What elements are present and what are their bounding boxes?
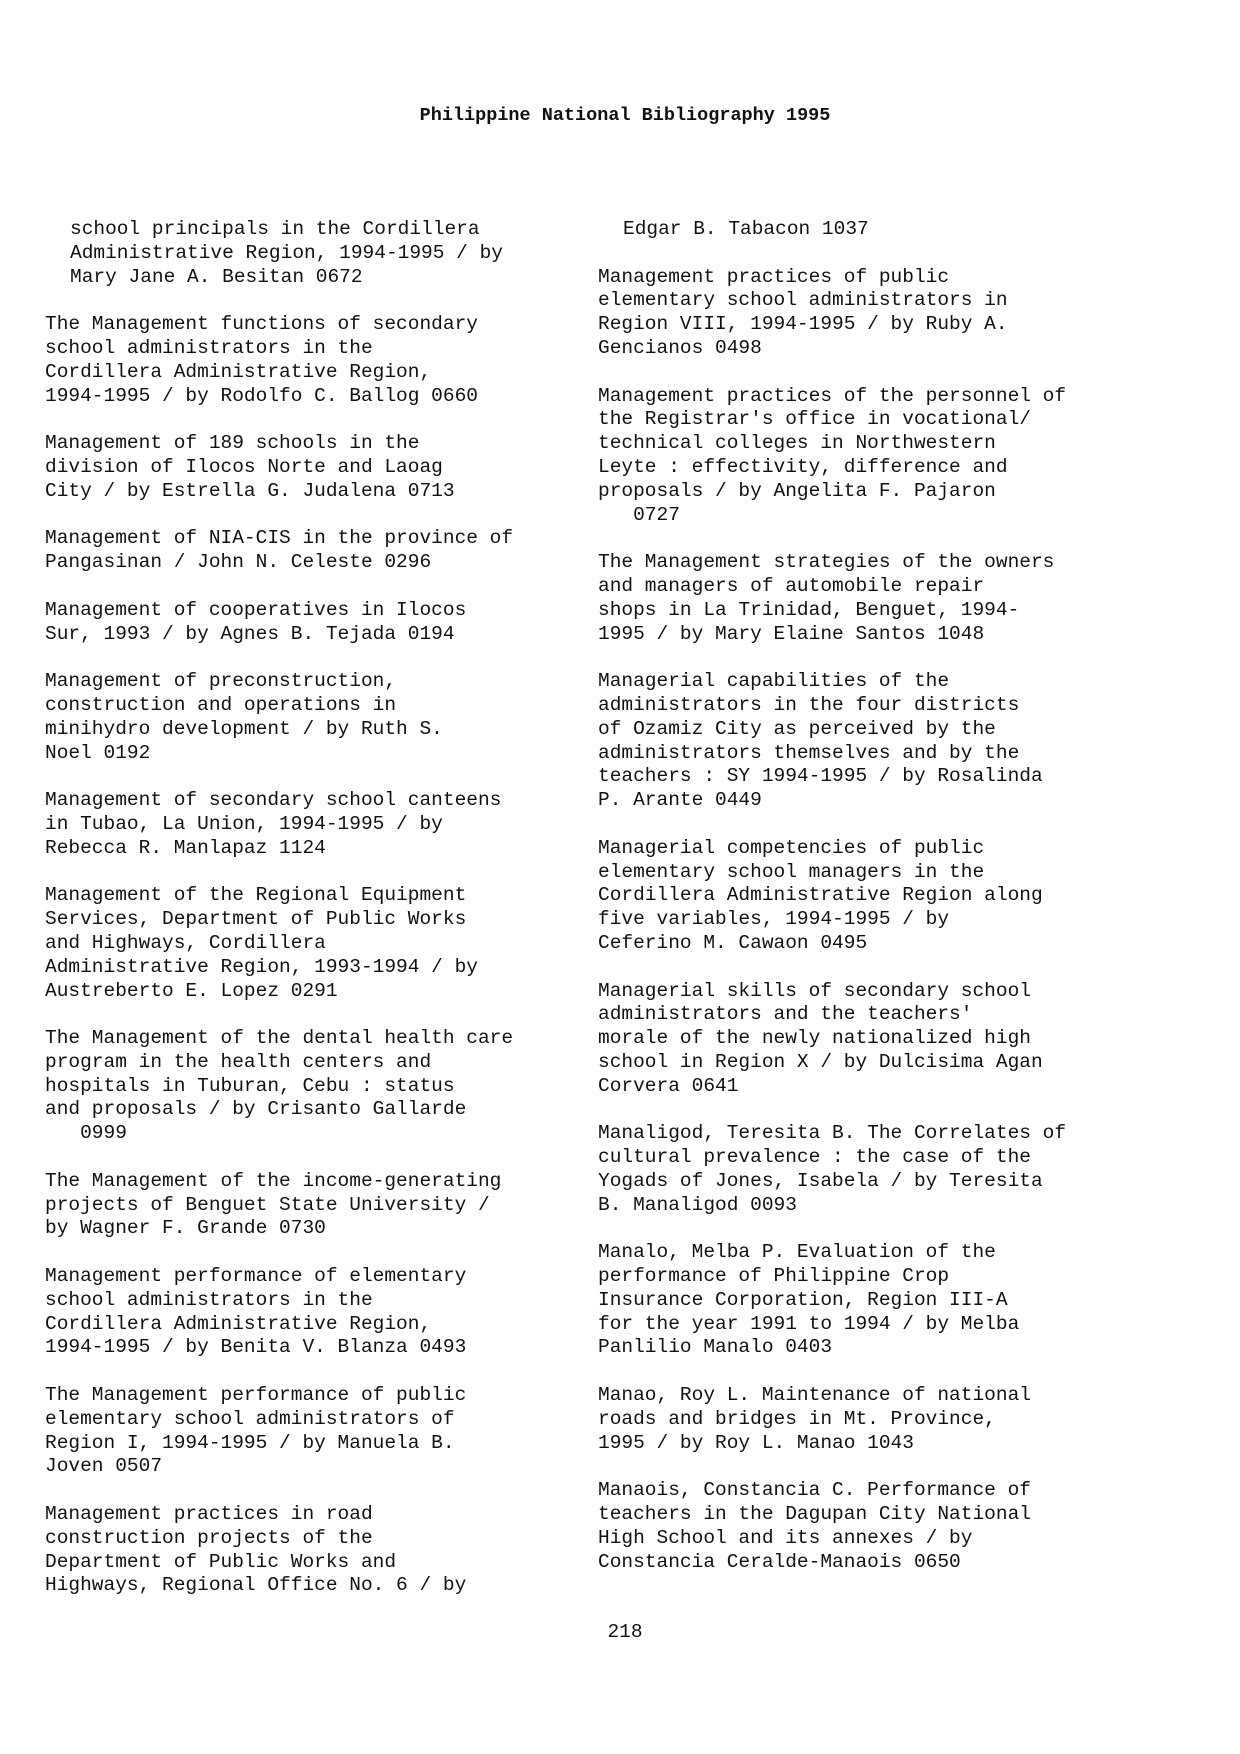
entry-line: Gencianos 0498 bbox=[598, 336, 762, 359]
entry-line: Department of Public Works and bbox=[45, 1550, 397, 1573]
entry-line: Management of secondary school canteens bbox=[45, 789, 502, 812]
entry-line: Management practices in road bbox=[45, 1503, 373, 1526]
entry-line: Management of the Regional Equipment bbox=[45, 884, 467, 907]
bibliography-entry bbox=[598, 551, 1158, 646]
entry-line: Cordillera Administrative Region, bbox=[45, 1312, 432, 1335]
entry-line: Managerial skills of secondary school bbox=[598, 979, 1031, 1002]
entry-line: Ceferino M. Cawaon 0495 bbox=[598, 931, 868, 954]
entry-line: Insurance Corporation, Region III-A bbox=[598, 1288, 1008, 1311]
entry-line: Region I, 1994-1995 / by Manuela B. bbox=[45, 1431, 455, 1454]
entry-line: Highways, Regional Office No. 6 / by bbox=[45, 1574, 467, 1597]
entry-line: 1995 / by Roy L. Manao 1043 bbox=[598, 1431, 914, 1454]
entry-line: 0727 bbox=[598, 503, 680, 526]
entry-line: Management practices of the personnel of bbox=[598, 384, 1067, 407]
entry-line: administrators in the four districts bbox=[598, 693, 1020, 716]
entry-line: Managerial capabilities of the bbox=[598, 670, 950, 693]
entry-line: Managerial competencies of public bbox=[598, 836, 985, 859]
bibliography-entry bbox=[45, 599, 605, 647]
entry-line: program in the health centers and bbox=[45, 1050, 432, 1073]
entry-line: Corvera 0641 bbox=[598, 1074, 739, 1097]
bibliography-entry bbox=[45, 789, 605, 860]
entry-line: elementary school administrators of bbox=[45, 1407, 455, 1430]
entry-line: and Highways, Cordillera bbox=[45, 931, 326, 954]
entry-line: The Management of the income-generating bbox=[45, 1169, 502, 1192]
bibliography-entry bbox=[45, 527, 605, 575]
entry-line: Pangasinan / John N. Celeste 0296 bbox=[45, 551, 432, 574]
entry-line: B. Manaligod 0093 bbox=[598, 1193, 797, 1216]
entry-line: and proposals / by Crisanto Gallarde bbox=[45, 1098, 467, 1121]
entry-line: Manaligod, Teresita B. The Correlates of bbox=[598, 1122, 1067, 1145]
entry-line: and managers of automobile repair bbox=[598, 574, 985, 597]
bibliography-entry bbox=[598, 1241, 1158, 1360]
entry-line: Leyte : effectivity, difference and bbox=[598, 455, 1008, 478]
bibliography-entry bbox=[45, 884, 605, 1003]
bibliography-entry bbox=[45, 1384, 605, 1479]
entry-line: High School and its annexes / by bbox=[598, 1526, 973, 1549]
bibliography-entry bbox=[45, 1503, 605, 1598]
entry-line: Sur, 1993 / by Agnes B. Tejada 0194 bbox=[45, 622, 455, 645]
entry-line: Region VIII, 1994-1995 / by Ruby A. bbox=[598, 313, 1008, 336]
entry-line: in Tubao, La Union, 1994-1995 / by bbox=[45, 812, 443, 835]
entry-line: teachers in the Dagupan City National bbox=[598, 1503, 1031, 1526]
entry-line: Management performance of elementary bbox=[45, 1265, 467, 1288]
bibliography-entry bbox=[45, 1170, 605, 1241]
entry-line: school administrators in the bbox=[45, 1288, 373, 1311]
entry-line: Manalo, Melba P. Evaluation of the bbox=[598, 1241, 996, 1264]
right-column bbox=[598, 218, 1158, 1598]
entry-line: teachers : SY 1994-1995 / by Rosalinda bbox=[598, 765, 1043, 788]
bibliography-entry bbox=[598, 266, 1158, 361]
entry-line: roads and bridges in Mt. Province, bbox=[598, 1407, 996, 1430]
entry-line: school in Region X / by Dulcisima Agan bbox=[598, 1050, 1043, 1073]
entry-line: technical colleges in Northwestern bbox=[598, 432, 996, 455]
entry-line: division of Ilocos Norte and Laoag bbox=[45, 455, 443, 478]
entry-line: Management of NIA-CIS in the province of bbox=[45, 527, 514, 550]
entry-line: performance of Philippine Crop bbox=[598, 1265, 950, 1288]
bibliography-entry bbox=[598, 385, 1158, 528]
entry-line: Management practices of public bbox=[598, 265, 950, 288]
page-number: 218 bbox=[607, 1621, 643, 1643]
bibliography-entry bbox=[45, 670, 605, 765]
entry-line: Management of 189 schools in the bbox=[45, 432, 420, 455]
entry-line: hospitals in Tuburan, Cebu : status bbox=[45, 1074, 455, 1097]
entry-line: Manaois, Constancia C. Performance of bbox=[598, 1479, 1031, 1502]
entry-line: Cordillera Administrative Region along bbox=[598, 884, 1043, 907]
entry-line: Noel 0192 bbox=[45, 741, 151, 764]
entry-line: projects of Benguet State University / bbox=[45, 1193, 490, 1216]
bibliography-entry bbox=[598, 218, 1158, 242]
entry-line: 1994-1995 / by Rodolfo C. Ballog 0660 bbox=[45, 384, 478, 407]
entry-line: Panlilio Manalo 0403 bbox=[598, 1336, 833, 1359]
entry-line: elementary school administrators in bbox=[598, 289, 1008, 312]
entry-line: Rebecca R. Manlapaz 1124 bbox=[45, 836, 326, 859]
entry-line: for the year 1991 to 1994 / by Melba bbox=[598, 1312, 1020, 1335]
entry-line: by Wagner F. Grande 0730 bbox=[45, 1217, 326, 1240]
entry-line: cultural prevalence : the case of the bbox=[598, 1146, 1031, 1169]
bibliography-entry bbox=[45, 1027, 605, 1146]
entry-line: Constancia Ceralde-Manaois 0650 bbox=[598, 1550, 961, 1573]
entry-line: five variables, 1994-1995 / by bbox=[598, 908, 950, 931]
bibliography-entry bbox=[598, 670, 1158, 813]
entry-line: shops in La Trinidad, Benguet, 1994- bbox=[598, 598, 1020, 621]
entry-line: minihydro development / by Ruth S. bbox=[45, 717, 443, 740]
entry-line: school administrators in the bbox=[45, 336, 373, 359]
entry-line: construction projects of the bbox=[45, 1526, 373, 1549]
bibliography-entry bbox=[45, 432, 605, 503]
page-title: Philippine National Bibliography 1995 bbox=[419, 105, 831, 126]
entry-line: The Management performance of public bbox=[45, 1384, 467, 1407]
bibliography-entry bbox=[45, 218, 605, 289]
entry-line: Management of cooperatives in Ilocos bbox=[45, 598, 467, 621]
entry-line: 1994-1995 / by Benita V. Blanza 0493 bbox=[45, 1336, 467, 1359]
entry-line: construction and operations in bbox=[45, 693, 397, 716]
entry-line: P. Arante 0449 bbox=[598, 789, 762, 812]
entry-line: administrators themselves and by the bbox=[598, 741, 1020, 764]
entry-line: of Ozamiz City as perceived by the bbox=[598, 717, 996, 740]
bibliography-entry bbox=[598, 1384, 1158, 1455]
entry-line: 0999 bbox=[45, 1122, 127, 1145]
entry-line: Edgar B. Tabacon 1037 bbox=[623, 218, 869, 240]
entry-line: Yogads of Jones, Isabela / by Teresita bbox=[598, 1169, 1043, 1192]
entry-line: school principals in the Cordillera bbox=[70, 218, 480, 240]
bibliography-entry bbox=[598, 837, 1158, 956]
entry-line: Services, Department of Public Works bbox=[45, 908, 467, 931]
bibliography-entry bbox=[45, 313, 605, 408]
entry-line: The Management functions of secondary bbox=[45, 313, 478, 336]
entry-line: the Registrar's office in vocational/ bbox=[598, 408, 1031, 431]
entry-line: proposals / by Angelita F. Pajaron bbox=[598, 479, 996, 502]
entry-line: Joven 0507 bbox=[45, 1455, 163, 1478]
bibliography-entry bbox=[45, 1265, 605, 1360]
entry-line: The Management of the dental health care bbox=[45, 1027, 514, 1050]
bibliography-entry bbox=[598, 1122, 1158, 1217]
entry-line: administrators and the teachers' bbox=[598, 1003, 973, 1026]
entry-line: Cordillera Administrative Region, bbox=[45, 360, 432, 383]
entry-line: City / by Estrella G. Judalena 0713 bbox=[45, 479, 455, 502]
entry-line: morale of the newly nationalized high bbox=[598, 1027, 1031, 1050]
bibliography-entry bbox=[598, 980, 1158, 1099]
entry-line: Austreberto E. Lopez 0291 bbox=[45, 979, 338, 1002]
entry-line: Manao, Roy L. Maintenance of national bbox=[598, 1384, 1031, 1407]
entry-line: The Management strategies of the owners bbox=[598, 551, 1055, 574]
entry-line: Administrative Region, 1994-1995 / by bbox=[70, 241, 503, 264]
entry-line: Mary Jane A. Besitan 0672 bbox=[70, 265, 363, 288]
entry-line: Administrative Region, 1993-1994 / by bbox=[45, 955, 478, 978]
left-column bbox=[45, 218, 605, 1622]
entry-line: Management of preconstruction, bbox=[45, 670, 397, 693]
entry-line: 1995 / by Mary Elaine Santos 1048 bbox=[598, 622, 985, 645]
entry-line: elementary school managers in the bbox=[598, 860, 985, 883]
bibliography-entry bbox=[598, 1479, 1158, 1574]
